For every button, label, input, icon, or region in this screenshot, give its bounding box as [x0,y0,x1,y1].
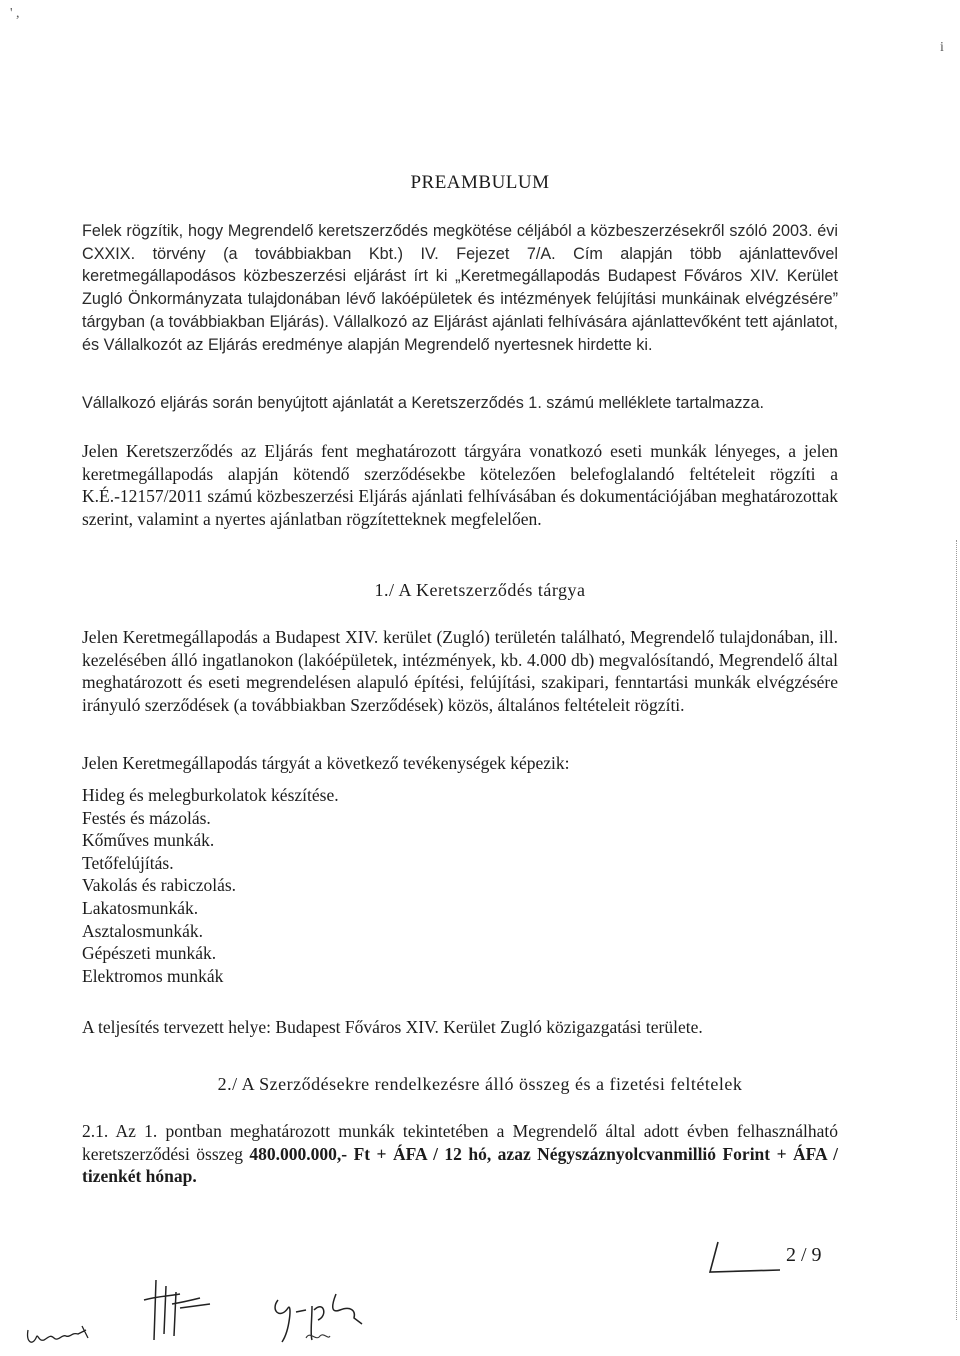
activity-item: Asztalosmunkák. [82,920,204,941]
activity-item: Vakolás és rabiczolás. [82,875,237,896]
section-2-title: 2./ A Szerződésekre rendelkezésre álló összeg és a fizetési feltételek [217,1074,743,1094]
section-2-1-text: 2.1. Az 1. pontban meghatározott munkák tekintetében a Megrendelő által adott évben felhasználható keretszerződési összeg [82,1121,838,1164]
section-1-title: 1./ A Keretszerződés tárgya [374,580,586,600]
preamble-paragraph-1: Felek rögzítik, hogy Megrendelő keretszerződés megkötése céljából a közbeszerzésekről szóló 2003. évi CXXIX. törvény (a továbbiakban Kbt.) IV. Fejezet 7/A. Cím alapján több ajánlattevővel keretmegállapodásos közbeszerzési eljárást írt ki „Keretmegállapodás Budapest Főváros XIV. Kerület Zugló Önkormányzata tulajdonában lévő lakóépületek és intézmények felújítási munkáinak elvégzésére” tárgyban (a továbbiakban Eljárás). Vállalkozó az Eljárást ajánlati felhívására ajánlattevőként tett ajánlatot, és Vállalkozót az Eljárás eredménye alapján Megrendelő nyertesnek hirdette ki. [82,222,838,354]
section-1-paragraph-1: Jelen Keretmegállapodás a Budapest XIV. kerület (Zugló) területén található, Megrendelő tulajdonában, ill. kezelésében álló ingatlanokon (lakóépületek, intézmények, kb. 4.000 db) megvalósítandó, Megrendelő által meghatározott és eseti megrendelésen alapuló építési, felújítási, szakipari, fenntartási munkák elvégzésére irányuló szerződések (a továbbiakban Szerződések) közös, általános feltételeit rögzíti. [82,627,838,716]
scan-mark-top: ' , [10,6,20,21]
signature-2 [266,1280,376,1350]
page-edge-line [956,540,958,1320]
activity-item: Hideg és melegburkolatok készítése. [82,785,339,805]
section-1-paragraph-2: Jelen Keretmegállapodás tárgyát a következő tevékenységek képezik: [82,753,570,773]
preamble-paragraph-3: Jelen Keretszerződés az Eljárás fent meghatározott tárgyára vonatkozó eseti munkák lényeges, a jelen keretmegállapodás alapján kötendő szerződésekbe kötelezően belefoglalandó feltételeit rögzíti a K.É.-12157/2011 számú közbeszerzési Eljárás ajánlati felhívásában és dokumentációjában meghatározottak szerint, valamint a nyertes ajánlatban rögzítetteknek megfelelően. [82,441,838,530]
page-number: 2 / 9 [786,1244,822,1266]
scan-mark-corner: i [940,40,944,55]
section-2-1-paragraph [82,1120,838,1188]
activity-item: Elektromos munkák [82,965,224,986]
preamble-paragraph-2: Vállalkozó eljárás során benyújtott ajánlatát a Keretszerződés 1. számú melléklete tartalmazza. [82,394,765,412]
section-2-1-amount: 480.000.000,- Ft + ÁFA / 12 hó, azaz Négyszáznyolcvanmillió Forint + ÁFA / tizenkét hónap. [82,1143,839,1187]
performance-place: A teljesítés tervezett helye: Budapest Főváros XIV. Kerület Zugló közigazgatási területe. [82,1017,703,1037]
activity-item: Tetőfelújítás. [82,852,174,873]
activities-list [82,784,682,987]
page-initial-stroke [700,1238,790,1278]
activity-item: Festés és mázolás. [82,807,211,828]
signature-1 [140,1274,220,1346]
activity-item: Lakatosmunkák. [82,897,199,918]
activity-item: Kőműves munkák. [82,830,215,851]
preamble-title: PREAMBULUM [410,172,550,193]
initials-signature-left [24,1318,104,1350]
activity-item: Gépészeti munkák. [82,943,217,964]
